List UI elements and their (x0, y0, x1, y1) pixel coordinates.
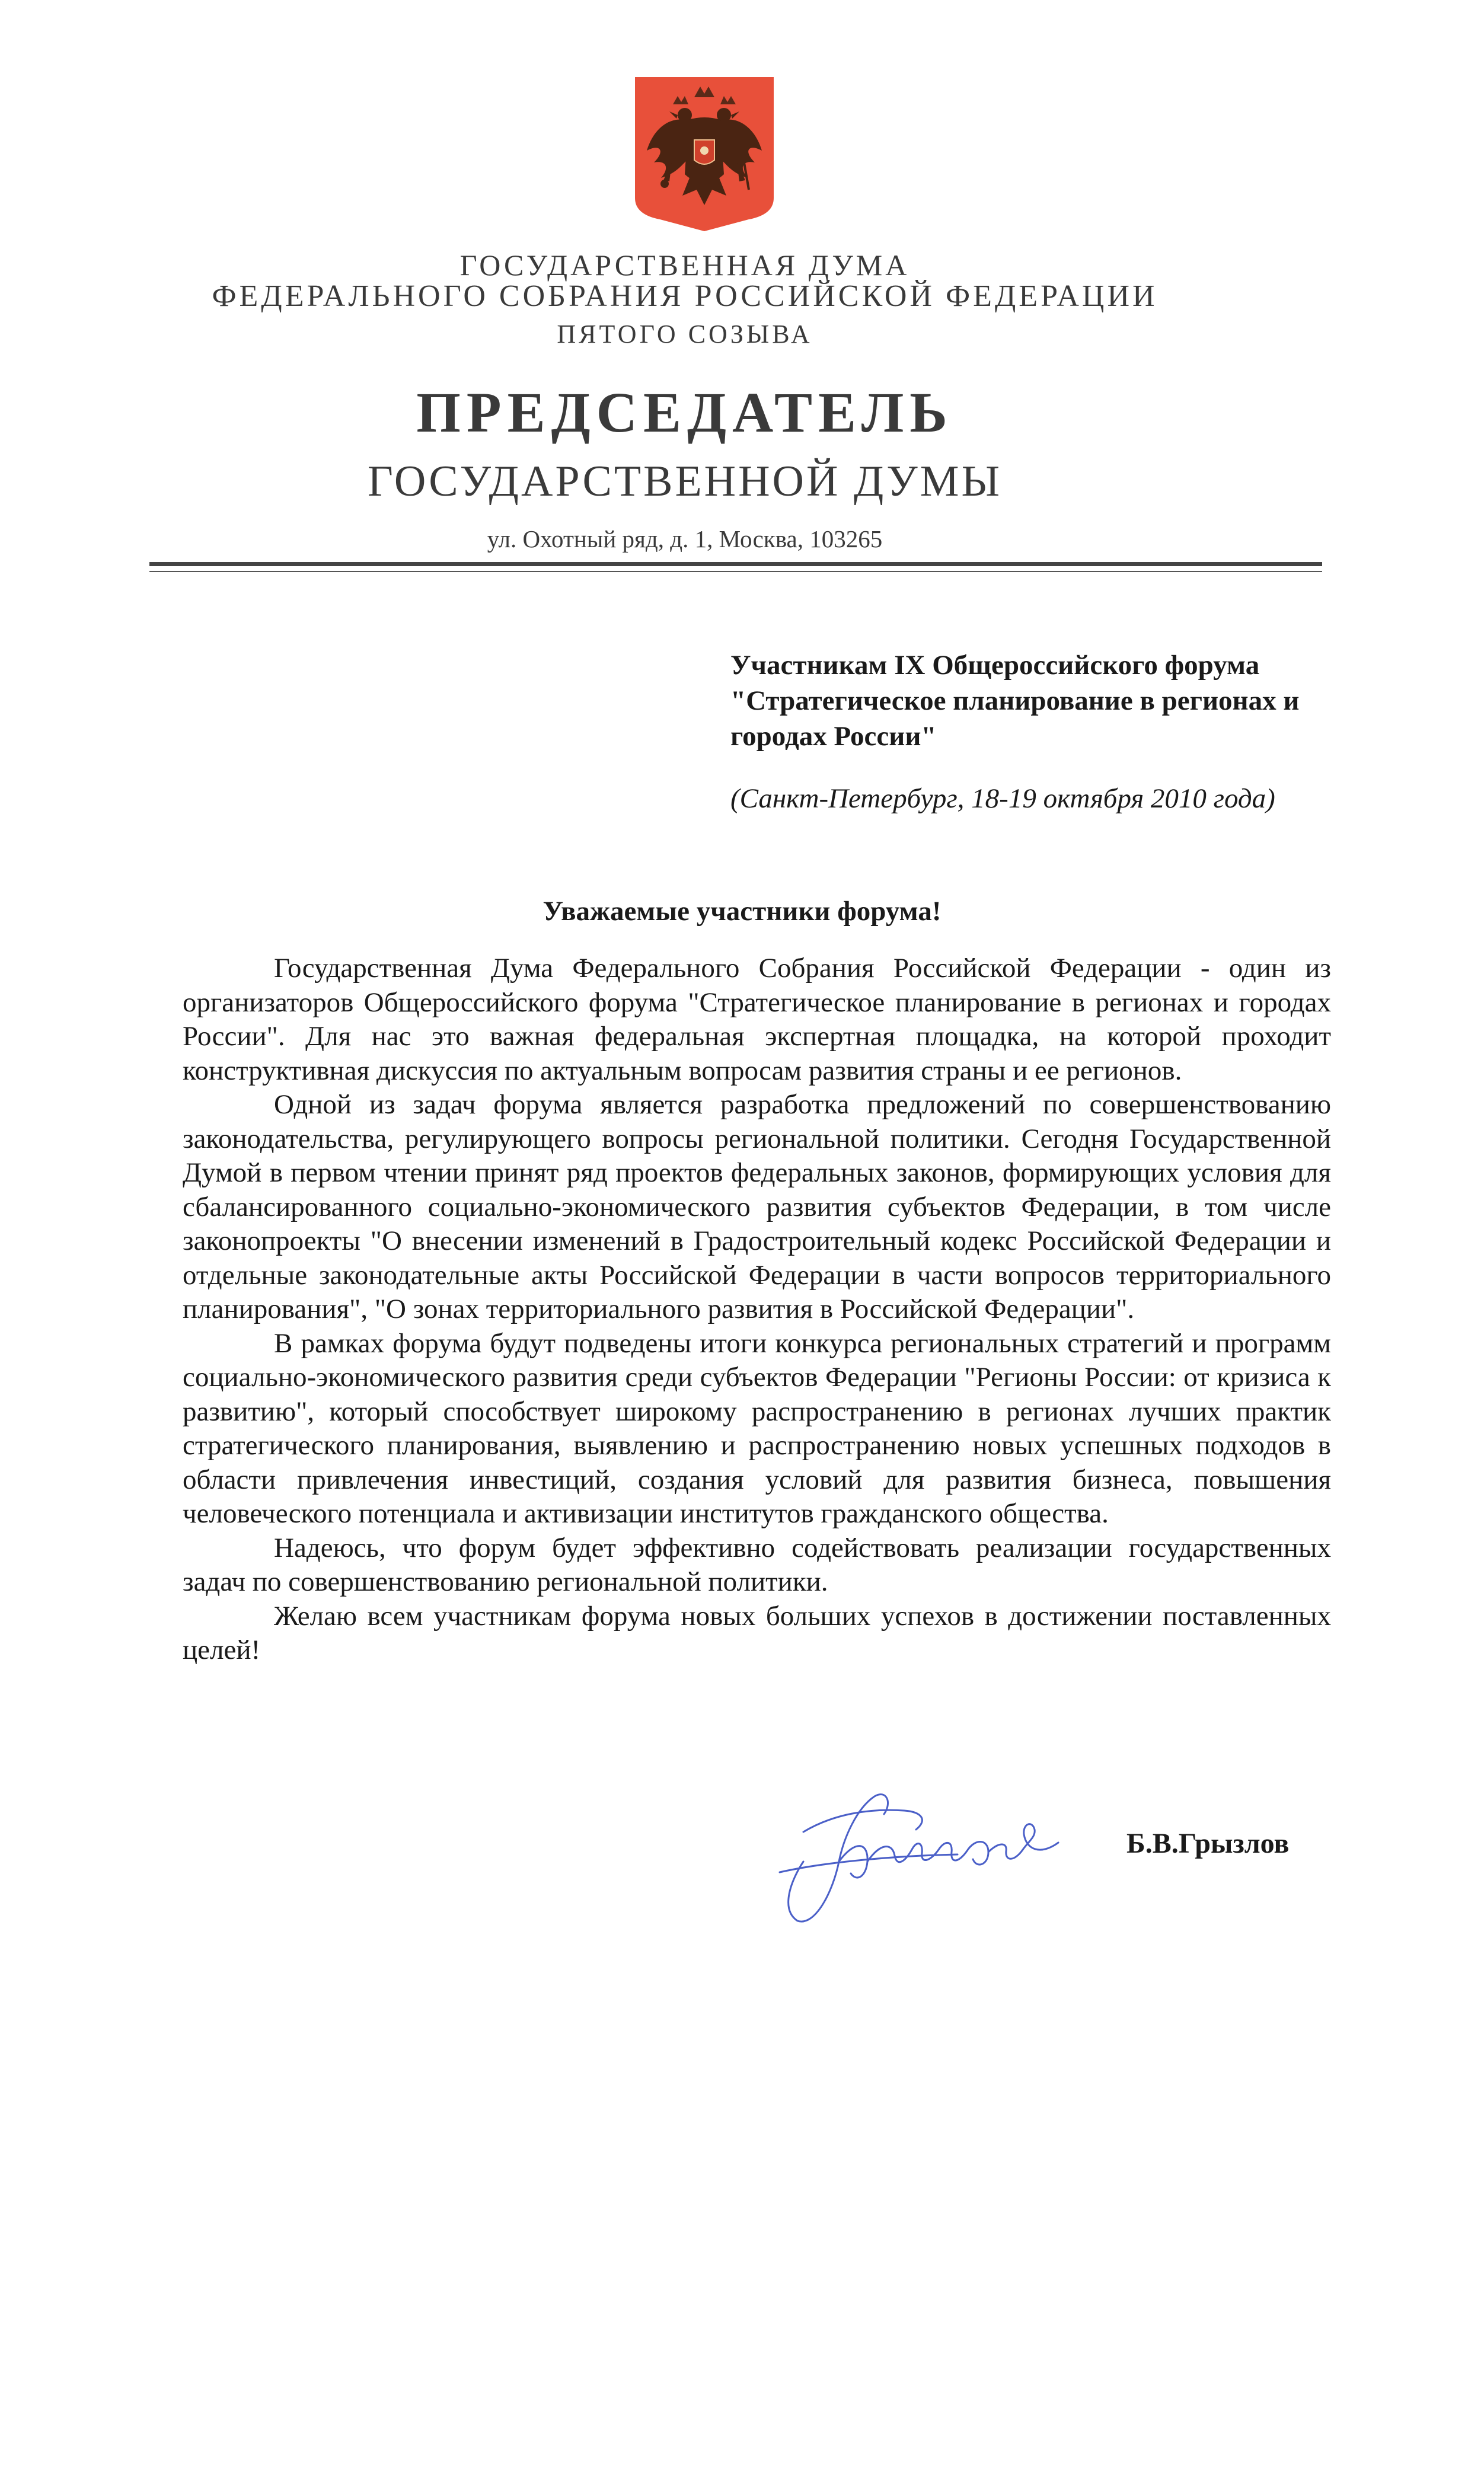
convocation-line: ПЯТОГО СОЗЫВА (557, 320, 813, 349)
letterhead-divider (149, 562, 1322, 566)
letter-body (183, 952, 1331, 1668)
handwritten-signature-icon (768, 1773, 1100, 1927)
salutation: Уважаемые участники форума! (542, 896, 942, 927)
recipient-line: "Стратегическое планирование в регионах и (730, 685, 1300, 716)
body-paragraph: Желаю всем участникам форума новых больших успехов в достижении поставленных целей! (183, 1600, 1331, 1665)
organization-name-line-2: ФЕДЕРАЛЬНОГО СОБРАНИЯ РОССИЙСКОЙ ФЕДЕРАЦИИ (212, 279, 1158, 313)
organization-name-line-1: ГОСУДАРСТВЕННАЯ ДУМА (459, 248, 910, 282)
position-subtitle: ГОСУДАРСТВЕННОЙ ДУМЫ (367, 457, 1003, 506)
body-paragraph: В рамках форума будут подведены итоги конкурса региональных стратегий и программ социально-экономического развития среди субъектов Федерации "Регионы России: от кризиса к развитию", который способствует широкому распространению в регионах лучших практик стратегического планирования, выявлению и распространению новых успешных подходов в области привлечения инвестиций, создания условий для развития бизнеса, повышения человеческого потенциала и активизации институтов гражданского общества. (183, 1327, 1331, 1529)
recipient-line: Участникам IX Общероссийского форума (730, 650, 1260, 681)
recipient-line: городах России" (730, 721, 937, 752)
body-paragraph: Надеюсь, что форум будет эффективно содействовать реализации государственных задач по совершенствованию региональной политики. (183, 1532, 1331, 1597)
position-title: ПРЕДСЕДАТЕЛЬ (416, 381, 953, 444)
signer-name: Б.В.Грызлов (1126, 1828, 1290, 1859)
recipient-block (730, 647, 1341, 754)
coat-of-arms-icon (630, 74, 778, 234)
body-paragraph: Одной из задач форума является разработка предложений по совершенствованию законодательства, регулирующего вопросы региональной политики. Сегодня Государственной Думой в первом чтении принят ряд проектов федеральных законов, формирующих условия для сбалансированного социально-экономического развития субъектов Федерации, в том числе законопроекты "О внесении изменений в Градостроительный кодекс Российской Федерации и отдельные законодательные акты Российской Федерации в части вопросов территориального планирования", "О зонах территориального развития в Российской Федерации". (183, 1089, 1331, 1324)
body-paragraph: Государственная Дума Федерального Собрания Российской Федерации - один из организаторов Общероссийского форума "Стратегическое планирование в регионах и городах России". Для нас это важная федеральная экспертная площадка, на которой проходит конструктивная дискуссия по актуальным вопросам развития страны и ее регионов. (183, 953, 1331, 1086)
letterhead-address: ул. Охотный ряд, д. 1, Москва, 103265 (487, 525, 883, 553)
event-place-date: (Санкт-Петербург, 18-19 октября 2010 года) (730, 783, 1275, 814)
letterhead-divider-thin (149, 571, 1322, 572)
